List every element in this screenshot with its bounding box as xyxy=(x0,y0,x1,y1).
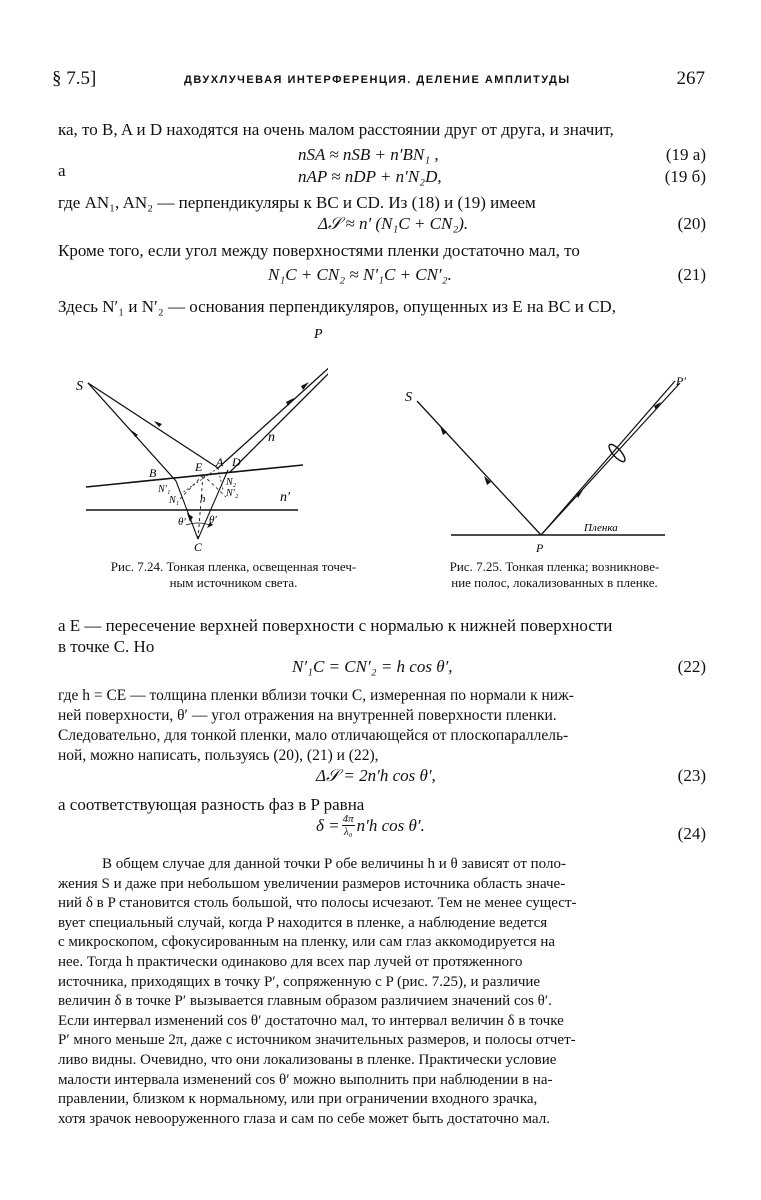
label-N2: N₂ xyxy=(226,477,237,488)
text-line: ний δ в P становится столь большой, что полосы исчезают. Тем не менее сущест- xyxy=(58,895,577,912)
equation-21: N₁C + CN₂ ≈ N′₁C + CN′₂. xyxy=(268,265,452,284)
caption-line: Рис. 7.24. Тонкая пленка, освещенная точеч- xyxy=(110,559,357,574)
label-B: B xyxy=(149,466,157,480)
equation-20: Δ𝒮 ≈ n′ (N₁C + CN₂). xyxy=(318,214,469,233)
text-line: Кроме того, если угол между поверхностями пленки достаточно мал, то xyxy=(58,241,580,260)
equation-number: (19 б) xyxy=(664,167,706,186)
label-S: S xyxy=(76,379,83,394)
label-h: h xyxy=(200,493,206,505)
text-line: ливо видны. Очевидно, что они локализованы в пленке. Практически условие xyxy=(58,1051,557,1068)
text-line: нее. Тогда h практически одинаково для всех пар лучей от протяженного xyxy=(58,953,523,970)
text-line: а xyxy=(58,161,66,180)
text-line: Здесь N′₁ и N′₂ — основания перпендикуляров, опущенных из E на BC и CD, xyxy=(58,297,616,316)
equation-number: (20) xyxy=(677,214,706,233)
running-header xyxy=(52,68,709,94)
equation-19b: nAP ≈ nDP + n′N₂D, xyxy=(298,167,442,186)
equation-number: (23) xyxy=(677,766,706,785)
caption-fig-7-25 xyxy=(412,559,697,591)
label-E: E xyxy=(195,460,203,474)
figure-7-25 xyxy=(395,365,715,555)
label-N2-prime: N′₂ xyxy=(226,488,239,499)
equation-24: δ = $\frac{4\pi}{\text{λ₀}}$ n′h cos θ′. xyxy=(316,813,425,838)
text-line: В общем случае для данной точки P обе величины h и θ зависят от поло- xyxy=(102,856,566,872)
text-line: P′ много меньше 2π, даже с источником значительных размеров, и полосы отчет- xyxy=(58,1032,576,1049)
equation-number: (19 а) xyxy=(665,145,706,164)
fraction: $\frac{4\pi}{\text{λ₀}}$ xyxy=(342,813,354,838)
caption-fig-7-24 xyxy=(76,559,391,591)
text-line: Если интервал изменений cos θ′ достаточно мал, то интервал величин δ в точке xyxy=(58,1012,564,1029)
text-line: величин δ в точке P′ вызывается главным образом различием значений cos θ′. xyxy=(58,993,552,1010)
label-S: S xyxy=(405,390,412,405)
text-line: а E — пересечение верхней поверхности с нормалью к нижней поверхности xyxy=(58,616,613,635)
label-N1-prime: N′₁ xyxy=(158,484,171,495)
page-number: 267 xyxy=(676,68,705,89)
text-line: хотя зрачок невооруженного глаза и сам по себе может быть достаточно мал. xyxy=(58,1110,550,1127)
text-line: где AN₁, AN₂ — перпендикуляры к BC и CD. Из (18) и (19) имеем xyxy=(58,193,536,212)
label-n: n xyxy=(268,430,275,445)
equation-number: (24) xyxy=(677,824,706,843)
label-D: D xyxy=(232,455,241,469)
text-line: источника, приходящих в точку P′, сопряженную с P (рис. 7.25), и различие xyxy=(58,973,541,990)
text-line: где h = CE — толщина пленки вблизи точки C, измеренная по нормали к ниж- xyxy=(58,687,574,704)
label-A: A xyxy=(216,455,224,469)
label-C: C xyxy=(194,540,203,554)
label-P: P xyxy=(314,327,323,342)
equation-23: Δ𝒮 = 2n′h cos θ′, xyxy=(316,766,436,785)
caption-line: ным источником света. xyxy=(169,575,298,590)
text-line: жения S и даже при небольшом увеличении размеров источника область значе- xyxy=(58,875,566,892)
text-line: малости интервала изменений cos θ′ можно выполнить при наблюдении в на- xyxy=(58,1071,553,1088)
chapter-title: ДВУХЛУЧЕВАЯ ИНТЕРФЕРЕНЦИЯ. ДЕЛЕНИЕ АМПЛИТУДЫ xyxy=(184,74,571,86)
label-N1: N₁ xyxy=(169,495,180,506)
label-P-prime: P′ xyxy=(676,374,686,388)
caption-line: ние полос, локализованных в пленке. xyxy=(451,575,658,590)
text-line: а соответствующая разность фаз в P равна xyxy=(58,795,365,814)
text-line: правлении, близком к нормальному, или при ограничении входного зрачка, xyxy=(58,1091,538,1108)
label-P: P xyxy=(536,541,544,555)
equation-19a: nSA ≈ nSB + n′BN₁ , xyxy=(298,145,439,164)
text-line: вует специальный случай, когда P находится в пленке, а наблюдение ведется xyxy=(58,914,548,931)
text-line: ней поверхности, θ′ — угол отражения на внутренней поверхности пленки. xyxy=(58,707,557,724)
label-theta-right: θ′ xyxy=(209,514,217,526)
text-line: с микроскопом, сфокусированным на пленку, или сам глаз аккомодируется на xyxy=(58,934,556,951)
text-line: Следовательно, для тонкой пленки, мало отличающейся от плоскопараллель- xyxy=(58,727,569,744)
caption-line: Рис. 7.25. Тонкая пленка; возникнове- xyxy=(449,559,660,574)
equation-22: N′₁C = CN′₂ = h cos θ′, xyxy=(292,657,453,676)
equation-number: (21) xyxy=(677,265,706,284)
text-line: в точке C. Но xyxy=(58,637,155,656)
text-line: ной, можно написать, пользуясь (20), (21) и (22), xyxy=(58,747,379,764)
label-n-prime: n′ xyxy=(280,490,291,505)
figure-7-24 xyxy=(58,325,328,555)
label-film: Пленка xyxy=(584,522,618,534)
small-print-paragraph xyxy=(58,855,708,1129)
text-line: ка, то B, A и D находятся на очень малом расстоянии друг от друга, и значит, xyxy=(58,120,614,139)
label-theta-left: θ′ xyxy=(178,516,186,528)
section-ref: § 7.5] xyxy=(52,68,97,89)
equation-number: (22) xyxy=(677,657,706,676)
